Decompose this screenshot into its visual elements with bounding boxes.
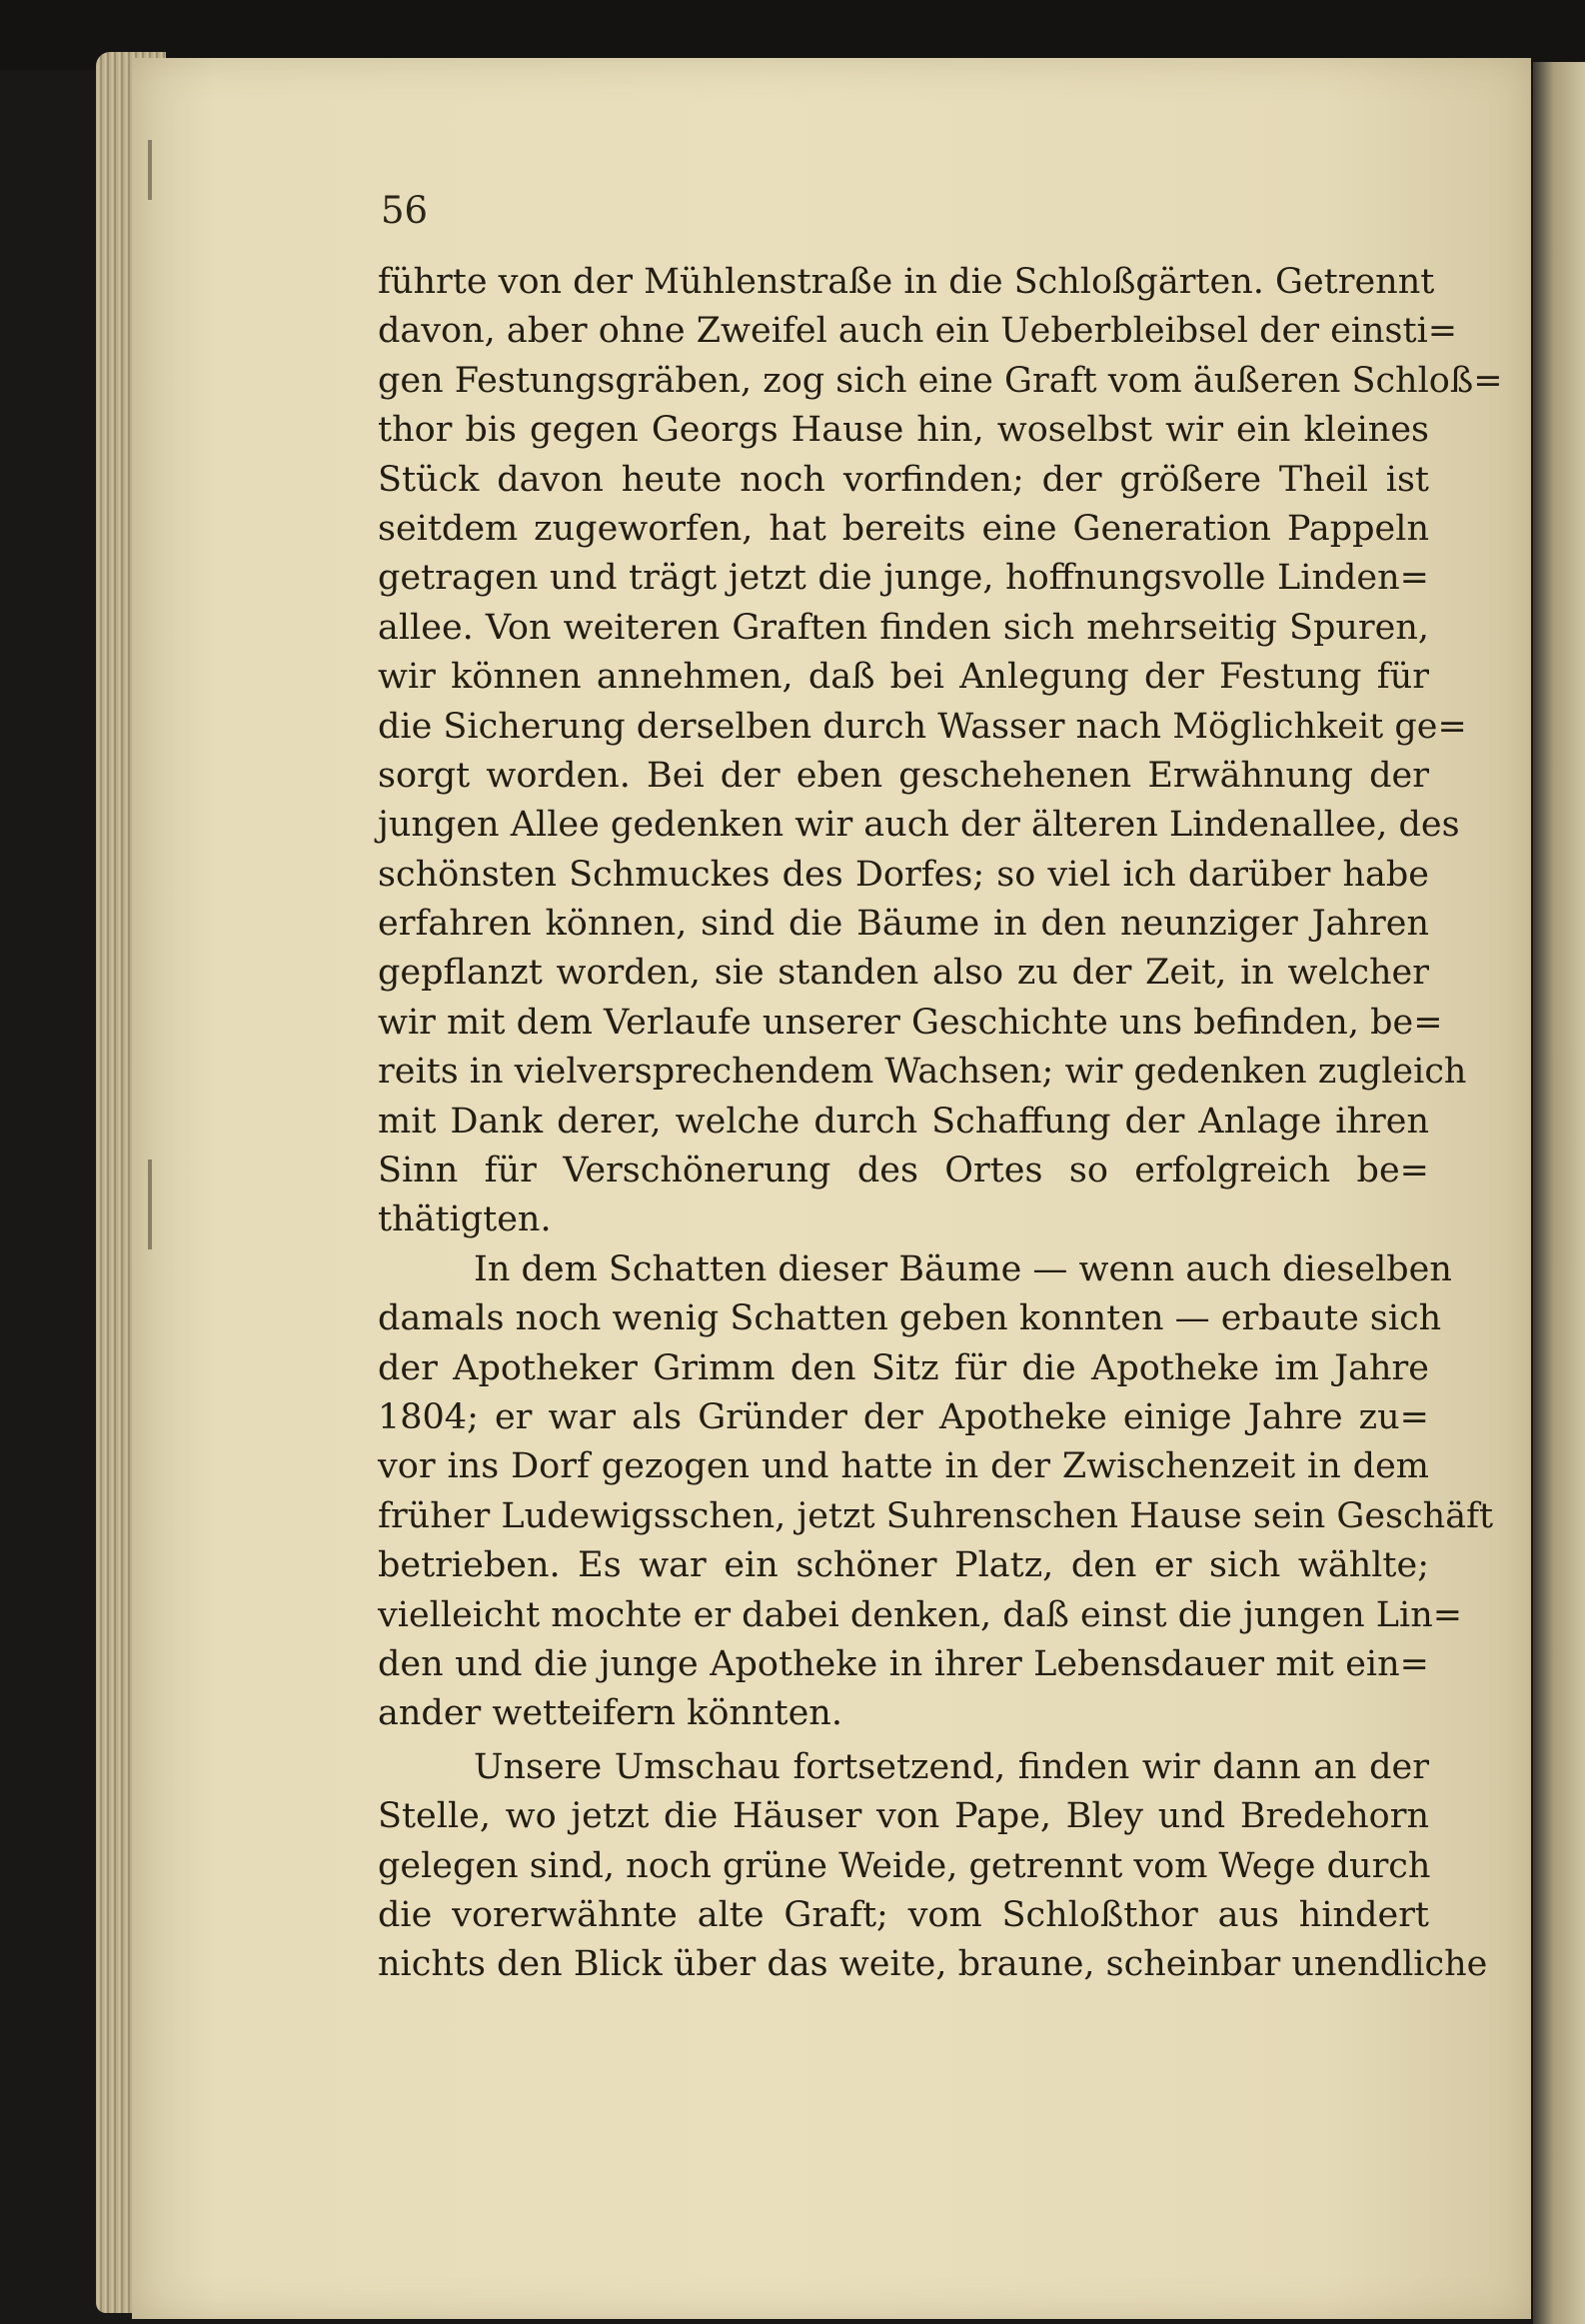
text-line: die vorerwähnte alte Graft; vom Schloßthor aus hindert (378, 1894, 1429, 1935)
text-line: nichts den Blick über das weite, braune, scheinbar unendliche (378, 1944, 1488, 1985)
facing-page-edge (1533, 62, 1585, 2324)
text-line: getragen und trägt jetzt die junge, hoffnungsvolle Linden= (378, 558, 1429, 599)
text-line: führte von der Mühlenstraße in die Schloßgärten. Getrennt (378, 262, 1435, 302)
text-line: den und die junge Apotheke in ihrer Lebensdauer mit ein= (378, 1643, 1429, 1684)
text-line: früher Ludewigsschen, jetzt Suhrenschen Hause sein Geschäft (378, 1495, 1494, 1536)
binding-mark (148, 140, 152, 200)
text-line: sorgt worden. Bei der eben geschehenen Erwähnung der (378, 755, 1429, 796)
text-line: ander wetteifern könnten. (378, 1693, 842, 1734)
paragraph-start: Unsere Umschau fortsetzend, finden wir dann an der (474, 1746, 1429, 1787)
text-line: mit Dank derer, welche durch Schaffung der Anlage ihren (378, 1101, 1429, 1142)
text-line: reits in vielversprechendem Wachsen; wir gedenken zugleich (378, 1052, 1467, 1093)
text-line: allee. Von weiteren Graften finden sich mehrseitig Spuren, (378, 607, 1429, 648)
text-line: der Apotheker Grimm den Sitz für die Apotheke im Jahre (378, 1347, 1429, 1388)
text-line: Sinn für Verschönerung des Ortes so erfolgreich be= (378, 1151, 1429, 1191)
text-line: Stück davon heute noch vorfinden; der größere Theil ist (378, 459, 1429, 500)
text-line: wir mit dem Verlaufe unserer Geschichte uns befinden, be= (378, 1002, 1443, 1043)
page-number: 56 (381, 189, 429, 232)
text-line: davon, aber ohne Zweifel auch ein Ueberbleibsel der einsti= (378, 311, 1458, 352)
paragraph-start: In dem Schatten dieser Bäume — wenn auch dieselben (474, 1248, 1452, 1289)
text-line: vielleicht mochte er dabei denken, daß einst die jungen Lin= (378, 1594, 1463, 1635)
binding-mark (148, 1160, 152, 1249)
text-line: schönsten Schmuckes des Dorfes; so viel ich darüber habe (378, 854, 1429, 895)
text-line: gelegen sind, noch grüne Weide, getrennt vom Wege durch (378, 1845, 1431, 1886)
text-line: thätigten. (378, 1199, 552, 1240)
text-line: gen Festungsgräben, zog sich eine Graft vom äußeren Schloß= (378, 360, 1503, 401)
text-line: thor bis gegen Georgs Hause hin, woselbst wir ein kleines (378, 410, 1429, 451)
text-line: vor ins Dorf gezogen und hatte in der Zwischenzeit in dem (378, 1446, 1429, 1487)
text-line: wir können annehmen, daß bei Anlegung der Festung für (378, 657, 1429, 698)
text-line: jungen Allee gedenken wir auch der älteren Lindenallee, des (378, 805, 1460, 846)
text-line: Stelle, wo jetzt die Häuser von Pape, Bley und Bredehorn (378, 1796, 1429, 1837)
text-line: damals noch wenig Schatten geben konnten — erbaute sich (378, 1298, 1442, 1339)
text-line: gepflanzt worden, sie standen also zu der Zeit, in welcher (378, 953, 1429, 994)
text-line: betrieben. Es war ein schöner Platz, den er sich wählte; (378, 1545, 1429, 1586)
text-line: die Sicherung derselben durch Wasser nach Möglichkeit ge= (378, 706, 1467, 747)
text-line: seitdem zugeworfen, hat bereits eine Generation Pappeln (378, 508, 1429, 549)
text-line: 1804; er war als Gründer der Apotheke einige Jahre zu= (378, 1396, 1429, 1437)
body-text (378, 258, 1503, 1990)
text-line: erfahren können, sind die Bäume in den neunziger Jahren (378, 904, 1429, 945)
